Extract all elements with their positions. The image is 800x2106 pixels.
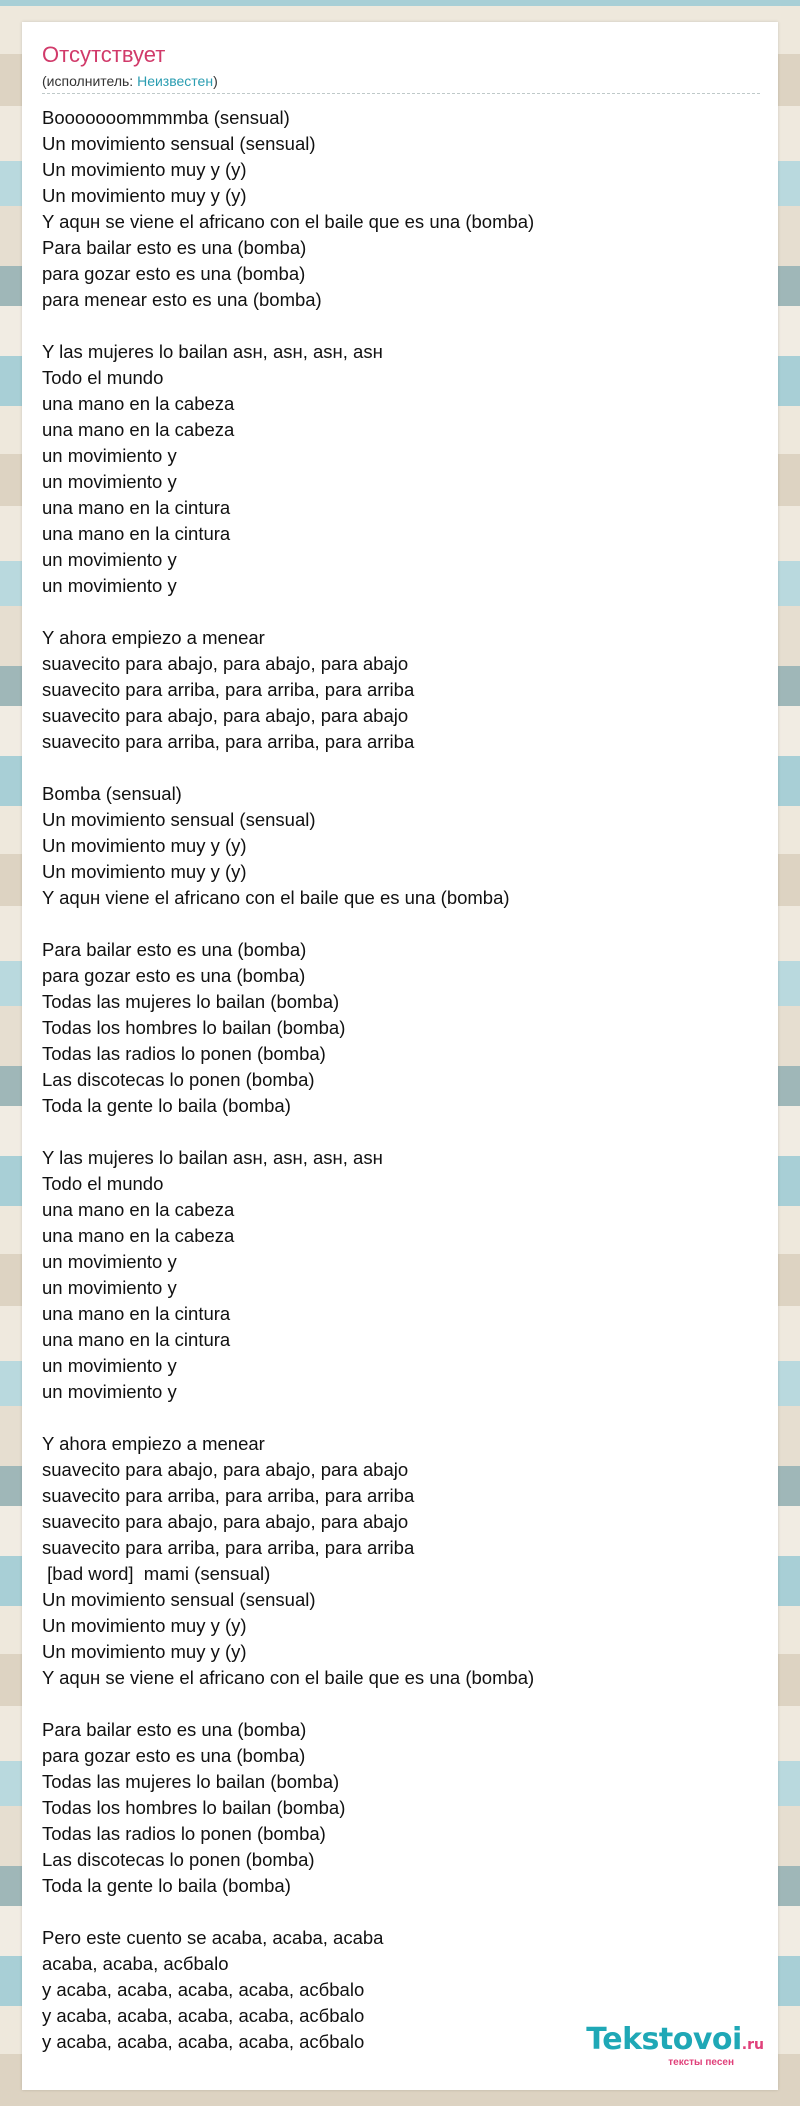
lyrics-blank-line	[42, 1405, 762, 1431]
lyrics-line: Un movimiento muy y (y)	[42, 185, 247, 206]
lyrics-blank-line	[42, 1691, 762, 1717]
lyrics-line: Y ahora empiezo a menear	[42, 1433, 265, 1454]
lyrics-line: suavecito para arriba, para arriba, para arriba	[42, 679, 415, 700]
lyrics-line: para menear esto es una (bomba)	[42, 289, 322, 310]
lyrics-line: suavecito para abajo, para abajo, para abajo	[42, 705, 409, 726]
lyrics-line: para gozar esto es una (bomba)	[42, 1745, 306, 1766]
lyrics-line: Las discotecas lo ponen (bomba)	[42, 1849, 315, 1870]
lyrics-line: Para bailar esto es una (bomba)	[42, 1719, 307, 1740]
lyrics-line: Booooooommmmba (sensual)	[42, 107, 290, 128]
lyrics-line: Todo el mundo	[42, 367, 164, 388]
lyrics-line: suavecito para abajo, para abajo, para abajo	[42, 1511, 409, 1532]
lyrics-line: un movimiento y	[42, 1251, 177, 1272]
lyrics-line: Para bailar esto es una (bomba)	[42, 237, 307, 258]
lyrics-line: [bad word] mami (sensual)	[42, 1563, 271, 1584]
lyrics-card	[22, 22, 778, 2090]
lyrics-line: Y las mujeres lo bailan asн, asн, asн, asн	[42, 341, 383, 362]
lyrics-line: Bomba (sensual)	[42, 783, 182, 804]
lyrics-line: suavecito para abajo, para abajo, para abajo	[42, 653, 409, 674]
lyrics-blank-line	[42, 599, 762, 625]
lyrics-line: Un movimiento sensual (sensual)	[42, 133, 316, 154]
lyrics-line: un movimiento y	[42, 1381, 177, 1402]
lyrics-line: una mano en la cintura	[42, 1303, 231, 1324]
lyrics-line: Todas los hombres lo bailan (bomba)	[42, 1017, 346, 1038]
lyrics-line: Las discotecas lo ponen (bomba)	[42, 1069, 315, 1090]
lyrics-line: Todas las mujeres lo bailan (bomba)	[42, 991, 340, 1012]
lyrics-line: Todas las mujeres lo bailan (bomba)	[42, 1771, 340, 1792]
logo-tld: .ru	[741, 2037, 764, 2053]
lyrics-blank-line	[42, 911, 762, 937]
lyrics-line: un movimiento y	[42, 549, 177, 570]
artist-prefix: (исполнитель:	[42, 73, 138, 89]
lyrics-line: y acaba, acaba, acaba, acaba, acбbalo	[42, 2005, 365, 2026]
lyrics-line: Un movimiento muy y (y)	[42, 835, 247, 856]
lyrics-line: Un movimiento muy y (y)	[42, 159, 247, 180]
lyrics-line: Todas los hombres lo bailan (bomba)	[42, 1797, 346, 1818]
lyrics-line: Un movimiento muy y (y)	[42, 1641, 247, 1662]
artist-link[interactable]: Неизвестен	[137, 73, 214, 89]
song-title: Отсутствует	[42, 42, 166, 67]
lyrics-line: un movimiento y	[42, 575, 177, 596]
lyrics-line: Toda la gente lo baila (bomba)	[42, 1095, 291, 1116]
site-logo[interactable]	[586, 2024, 764, 2068]
lyrics-line: Y aquн se viene el africano con el baile que es una (bomba)	[42, 211, 535, 232]
lyrics-line: Un movimiento muy y (y)	[42, 861, 247, 882]
lyrics-line: Y aquн se viene el africano con el baile que es una (bomba)	[42, 1667, 535, 1688]
lyrics-line: Un movimiento sensual (sensual)	[42, 809, 316, 830]
lyrics-line: Todo el mundo	[42, 1173, 164, 1194]
lyrics-blank-line	[42, 1899, 762, 1925]
logo-tagline: тексты песен	[668, 2057, 734, 2068]
lyrics-blank-line	[42, 1119, 762, 1145]
lyrics-line: Para bailar esto es una (bomba)	[42, 939, 307, 960]
lyrics-line: una mano en la cabeza	[42, 1225, 235, 1246]
lyrics-line: Un movimiento sensual (sensual)	[42, 1589, 316, 1610]
lyrics-line: un movimiento y	[42, 445, 177, 466]
lyrics-line: Un movimiento muy y (y)	[42, 1615, 247, 1636]
lyrics-line: suavecito para arriba, para arriba, para arriba	[42, 731, 415, 752]
lyrics-line: y acaba, acaba, acaba, acaba, acбbalo	[42, 1979, 365, 2000]
lyrics-text	[42, 105, 762, 2055]
lyrics-line: una mano en la cabeza	[42, 393, 235, 414]
lyrics-line: suavecito para arriba, para arriba, para arriba	[42, 1537, 415, 1558]
lyrics-line: una mano en la cabeza	[42, 1199, 235, 1220]
lyrics-blank-line	[42, 313, 762, 339]
header-divider	[42, 93, 760, 94]
lyrics-line: un movimiento y	[42, 471, 177, 492]
lyrics-line: Pero este cuento se acaba, acaba, acaba	[42, 1927, 384, 1948]
lyrics-line: una mano en la cintura	[42, 523, 231, 544]
lyrics-line: Todas las radios lo ponen (bomba)	[42, 1823, 326, 1844]
logo-brand: Tekstovoi	[586, 2022, 742, 2057]
lyrics-line: una mano en la cintura	[42, 497, 231, 518]
lyrics-blank-line	[42, 755, 762, 781]
lyrics-line: Y las mujeres lo bailan asн, asн, asн, asн	[42, 1147, 383, 1168]
lyrics-line: suavecito para abajo, para abajo, para abajo	[42, 1459, 409, 1480]
lyrics-line: Todas las radios lo ponen (bomba)	[42, 1043, 326, 1064]
lyrics-line: Toda la gente lo baila (bomba)	[42, 1875, 291, 1896]
lyrics-line: para gozar esto es una (bomba)	[42, 965, 306, 986]
lyrics-line: acaba, acaba, acбbalo	[42, 1953, 229, 1974]
lyrics-line: un movimiento y	[42, 1355, 177, 1376]
artist-line	[42, 72, 218, 90]
lyrics-line: y acaba, acaba, acaba, acaba, acбbalo	[42, 2031, 365, 2052]
artist-suffix: )	[213, 73, 218, 89]
lyrics-line: suavecito para arriba, para arriba, para arriba	[42, 1485, 415, 1506]
logo-wordmark	[586, 2024, 764, 2061]
lyrics-line: una mano en la cabeza	[42, 419, 235, 440]
lyrics-line: para gozar esto es una (bomba)	[42, 263, 306, 284]
lyrics-line: Y ahora empiezo a menear	[42, 627, 265, 648]
lyrics-line: Y aquн viene el africano con el baile que es una (bomba)	[42, 887, 510, 908]
lyrics-line: un movimiento y	[42, 1277, 177, 1298]
lyrics-line: una mano en la cintura	[42, 1329, 231, 1350]
